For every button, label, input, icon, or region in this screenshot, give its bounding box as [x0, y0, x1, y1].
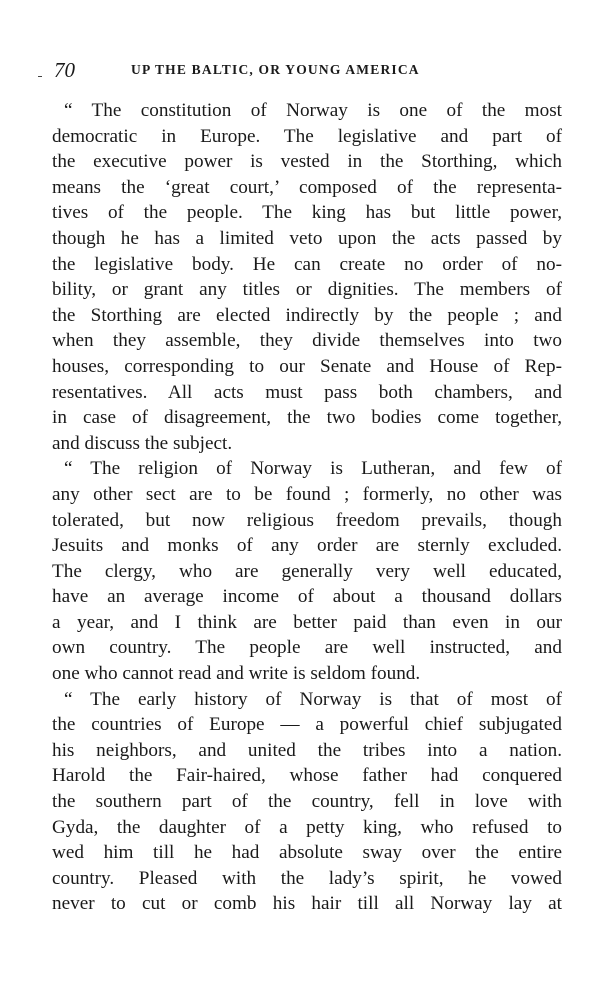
text-line: when they assemble, they divide themselves into two	[52, 330, 562, 352]
text-line: “ The early history of Norway is that of most of	[64, 688, 562, 710]
text-line: resentatives. All acts must pass both chambers, and	[52, 381, 562, 403]
text-line: a year, and I think are better paid than even in our	[52, 611, 562, 633]
text-line: wed him till he had absolute sway over the entire	[52, 842, 562, 864]
text-line: any other sect are to be found ; formerly, no other was	[52, 483, 562, 505]
body-text	[52, 98, 562, 917]
text-line: houses, corresponding to our Senate and House of Rep-	[52, 355, 562, 377]
page-number: 70	[54, 58, 75, 82]
text-line: “ The constitution of Norway is one of the most	[64, 100, 562, 121]
text-line: and discuss the subject.	[52, 432, 233, 454]
text-line: never to cut or comb his hair till all Norway lay at	[52, 893, 562, 915]
text-line: Jesuits and monks of any order are sternly excluded.	[52, 535, 562, 557]
text-line: his neighbors, and united the tribes into a nation.	[52, 739, 562, 761]
text-line: country. Pleased with the lady’s spirit, he vowed	[52, 867, 562, 889]
text-line: tolerated, but now religious freedom prevails, though	[52, 509, 562, 531]
text-line: “ The religion of Norway is Lutheran, and few of	[64, 458, 562, 480]
text-line: have an average income of about a thousand dollars	[52, 586, 562, 608]
text-line: tives of the people. The king has but little power,	[52, 202, 562, 224]
text-line: Gyda, the daughter of a petty king, who refused to	[52, 816, 562, 838]
text-line: The clergy, who are generally very well educated,	[52, 560, 562, 582]
running-title: UP THE BALTIC, OR YOUNG AMERICA	[131, 62, 420, 77]
text-line: own country. The people are well instructed, and	[52, 637, 562, 659]
text-line: one who cannot read and write is seldom found.	[52, 663, 421, 685]
print-speck	[38, 76, 42, 77]
text-line: the Storthing are elected indirectly by the people ; and	[52, 304, 562, 326]
text-line: democratic in Europe. The legislative and part of	[52, 125, 562, 147]
text-line: bility, or grant any titles or dignities. The members of	[52, 279, 562, 301]
page-header	[54, 58, 564, 84]
text-line: though he has a limited veto upon the acts passed by	[52, 227, 562, 249]
text-line: the countries of Europe — a powerful chief subjugated	[52, 714, 562, 736]
text-line: in case of disagreement, the two bodies come together,	[52, 407, 562, 429]
text-line: the executive power is vested in the Storthing, which	[52, 151, 562, 173]
text-line: Harold the Fair-haired, whose father had conquered	[52, 765, 562, 787]
text-line: means the ‘great court,’ composed of the representa-	[52, 176, 562, 198]
text-line: the southern part of the country, fell in love with	[52, 791, 562, 813]
text-line: the legislative body. He can create no order of no-	[52, 253, 562, 275]
